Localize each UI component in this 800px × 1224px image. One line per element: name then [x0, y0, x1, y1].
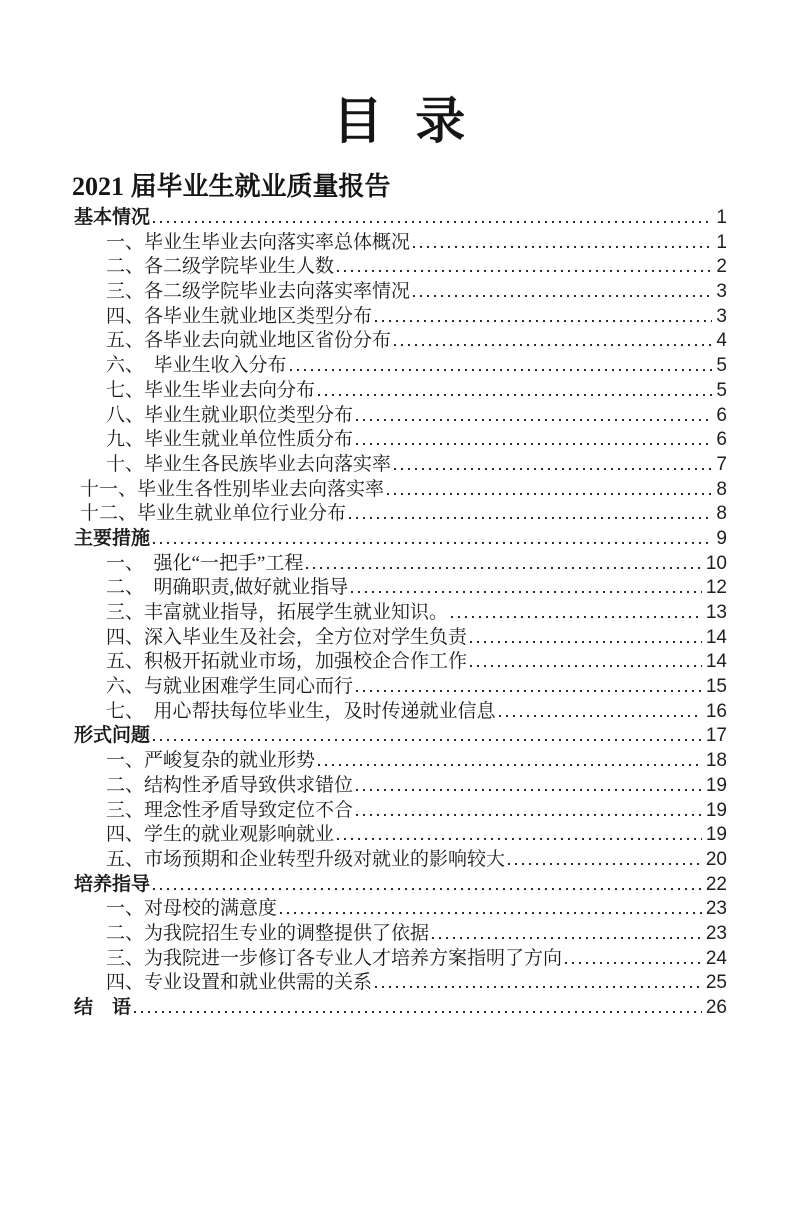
toc-entry-label: 三、各二级学院毕业去向落实率情况	[106, 281, 411, 303]
toc-entry-label: 一、对母校的满意度	[106, 898, 278, 920]
page-number: 12	[705, 577, 727, 599]
page-number: 4	[716, 330, 727, 352]
dot-leader	[565, 962, 702, 964]
toc-entry-label: 四、学生的就业观影响就业	[106, 824, 335, 846]
page-number: 19	[705, 774, 727, 796]
dot-leader	[356, 690, 702, 692]
page-number: 22	[705, 873, 727, 895]
toc-item	[74, 329, 727, 354]
dot-leader	[499, 715, 702, 717]
toc-item	[74, 774, 727, 799]
toc-item	[74, 354, 727, 379]
dot-leader	[290, 369, 713, 371]
dot-leader	[318, 394, 712, 396]
page-number: 5	[716, 379, 727, 401]
toc-entry-label: 三、理念性矛盾导致定位不合	[106, 799, 354, 821]
toc-entry-label: 十二、毕业生就业单位行业分布	[80, 503, 347, 525]
dot-leader	[394, 344, 712, 346]
toc-section-heading	[74, 724, 727, 749]
toc-entry-label: 五、各毕业去向就业地区省份分布	[106, 330, 392, 352]
page-number: 1	[716, 231, 727, 253]
page-number: 15	[705, 676, 727, 698]
toc-item	[74, 971, 727, 996]
toc-entry-label: 七、 用心帮扶每位毕业生，及时传递就业信息	[106, 700, 496, 722]
toc-entry-label: 一、严峻复杂的就业形势	[106, 750, 316, 772]
toc-entry-label: 四、专业设置和就业供需的关系	[106, 972, 373, 994]
document-page	[0, 92, 800, 1224]
toc-item	[74, 922, 727, 947]
page-number: 14	[705, 651, 727, 673]
toc-entry-label: 二、为我院招生专业的调整提供了依据	[106, 922, 430, 944]
dot-leader	[394, 468, 712, 470]
dot-leader	[413, 246, 712, 248]
dot-leader	[387, 493, 712, 495]
toc-item	[74, 280, 727, 305]
toc-entry-label: 二、各二级学院毕业生人数	[106, 256, 335, 278]
page-number: 5	[716, 355, 727, 377]
page-number: 10	[705, 552, 727, 574]
toc-entry-label: 十一、毕业生各性别毕业去向落实率	[80, 478, 385, 500]
dot-leader	[356, 419, 712, 421]
page-number: 3	[716, 305, 727, 327]
dot-leader	[337, 838, 702, 840]
toc-entry-label: 形式问题	[74, 725, 151, 747]
toc-entry-label: 三、为我院进一步修订各专业人才培养方案指明了方向	[106, 947, 563, 969]
page-number: 3	[716, 281, 727, 303]
dot-leader	[337, 270, 712, 272]
toc-item	[74, 255, 727, 280]
page-number: 19	[705, 799, 727, 821]
page-number: 26	[705, 997, 727, 1018]
page-title: 目 录	[332, 93, 468, 149]
toc-item	[74, 379, 727, 404]
toc-item	[74, 675, 727, 700]
dot-leader	[356, 443, 712, 445]
toc-item	[74, 305, 727, 330]
toc-section-heading	[74, 206, 727, 231]
toc-item	[74, 749, 727, 774]
toc-entry-label: 十、毕业生各民族毕业去向落实率	[106, 453, 392, 475]
page-number: 6	[716, 404, 727, 426]
dot-leader	[153, 542, 712, 544]
toc-section-heading	[74, 873, 727, 898]
dot-leader	[351, 591, 702, 593]
toc-entry-label: 八、毕业生就业职位类型分布	[106, 404, 354, 426]
toc-entry-label: 五、市场预期和企业转型升级对就业的影响较大	[106, 848, 506, 870]
toc-entry-label: 四、各毕业生就业地区类型分布	[106, 305, 373, 327]
toc-entry-label: 二、 明确职责,做好就业指导	[106, 577, 349, 599]
toc-entry-label: 培养指导	[74, 873, 151, 895]
toc-entry-label: 一、毕业生毕业去向落实率总体概况	[106, 231, 411, 253]
page-number: 14	[705, 626, 727, 648]
page-number: 13	[705, 602, 727, 623]
page-number: 2	[716, 256, 727, 278]
toc-entry-label: 六、与就业困难学生同心而行	[106, 676, 354, 698]
page-number: 17	[705, 725, 727, 747]
toc-entry-label: 七、毕业生毕业去向分布	[106, 379, 316, 401]
toc-entry-label: 九、毕业生就业单位性质分布	[106, 429, 354, 451]
page-number: 7	[716, 453, 727, 475]
dot-leader	[153, 221, 712, 223]
dot-leader	[306, 567, 701, 569]
toc-section-heading	[74, 996, 727, 1021]
dot-leader	[153, 888, 702, 890]
dot-leader	[470, 641, 702, 643]
page-number: 9	[716, 527, 727, 549]
dot-leader	[349, 517, 712, 519]
toc-entry-label: 五、积极开拓就业市场，加强校企合作工作	[106, 651, 468, 673]
toc-item	[74, 552, 727, 577]
toc-entry-label: 一、 强化“一把手”工程	[106, 552, 304, 574]
toc-item	[74, 576, 727, 601]
page-number: 8	[716, 503, 727, 525]
toc-entry-label: 二、结构性矛盾导致供求错位	[106, 774, 354, 796]
dot-leader	[318, 764, 702, 766]
page-number: 23	[705, 898, 727, 920]
page-number: 23	[705, 922, 727, 944]
toc-item	[74, 947, 727, 972]
toc-item	[74, 428, 727, 453]
page-number: 6	[716, 429, 727, 451]
toc-entry-label: 结 语	[74, 997, 132, 1018]
toc-item	[74, 231, 727, 256]
toc-item	[74, 626, 727, 651]
toc-section-heading	[74, 527, 727, 552]
toc-item	[74, 799, 727, 824]
toc-entry-label: 六、 毕业生收入分布	[106, 355, 287, 377]
dot-leader	[356, 789, 702, 791]
page-number: 19	[705, 824, 727, 846]
page-number: 18	[705, 750, 727, 772]
toc-entry-label: 三、丰富就业指导，拓展学生就业知识。	[106, 602, 449, 623]
dot-leader	[375, 986, 702, 988]
dot-leader	[413, 295, 712, 297]
toc-item	[74, 823, 727, 848]
page-number: 20	[705, 848, 727, 870]
toc-item	[74, 478, 727, 503]
toc-item	[74, 700, 727, 725]
dot-leader	[451, 616, 702, 618]
dot-leader	[134, 1011, 702, 1013]
toc-entry-label: 四、深入毕业生及社会，全方位对学生负责	[106, 626, 468, 648]
dot-leader	[356, 814, 702, 816]
report-title: 2021 届毕业生就业质量报告	[72, 172, 391, 201]
toc-item	[74, 404, 727, 429]
page-number: 16	[705, 700, 727, 722]
toc-list	[0, 206, 800, 1021]
dot-leader	[280, 912, 702, 914]
dot-leader	[508, 863, 702, 865]
toc-item	[74, 897, 727, 922]
toc-item	[74, 601, 727, 626]
dot-leader	[375, 320, 712, 322]
toc-item	[74, 650, 727, 675]
toc-entry-label: 主要措施	[74, 527, 151, 549]
page-number: 1	[716, 207, 727, 228]
dot-leader	[470, 665, 702, 667]
dot-leader	[153, 739, 702, 741]
toc-item	[74, 453, 727, 478]
page-number: 8	[716, 478, 727, 500]
page-number: 25	[705, 972, 727, 994]
toc-entry-label: 基本情况	[74, 207, 151, 228]
dot-leader	[432, 937, 702, 939]
toc-item	[74, 848, 727, 873]
toc-item	[74, 502, 727, 527]
page-number: 24	[705, 947, 727, 969]
